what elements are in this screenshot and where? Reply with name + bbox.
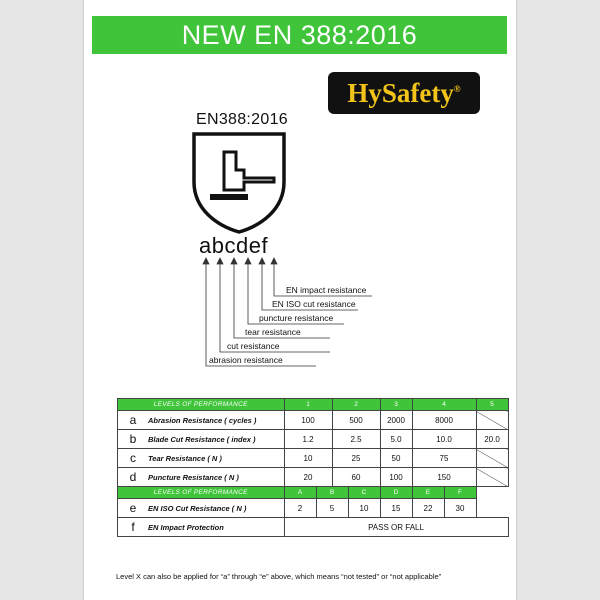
level-head: C: [348, 487, 380, 499]
value-cell: 100: [380, 468, 412, 487]
row-letter: e: [118, 499, 149, 518]
table-row-iso-cut: [118, 499, 509, 518]
value-cell: 22: [412, 499, 444, 518]
legend-impact: EN impact resistance: [286, 285, 367, 295]
value-cell: 500: [332, 411, 380, 430]
value-cell: 2: [284, 499, 316, 518]
not-applicable-cell: [476, 411, 508, 430]
table-row-abrasion: [118, 411, 509, 430]
performance-table: [117, 398, 509, 537]
legend-abrasion: abrasion resistance: [209, 355, 283, 365]
value-cell: 5.0: [380, 430, 412, 449]
value-cell: 25: [332, 449, 380, 468]
value-cell: 10: [348, 499, 380, 518]
level-head: 5: [476, 399, 508, 411]
row-letter: c: [118, 449, 149, 468]
levels-header-label: LEVELS OF PERFORMANCE: [118, 487, 285, 499]
levels-header-1: [118, 399, 509, 411]
level-head: 1: [284, 399, 332, 411]
level-head: 2: [332, 399, 380, 411]
level-head: 3: [380, 399, 412, 411]
row-letter: f: [118, 518, 149, 537]
value-cell: 20.0: [476, 430, 508, 449]
row-label: Puncture Resistance ( N ): [148, 468, 284, 487]
value-cell: 150: [412, 468, 476, 487]
code-letters: abcdef: [199, 233, 269, 258]
level-head: E: [412, 487, 444, 499]
row-label: EN ISO Cut Resistance ( N ): [148, 499, 284, 518]
value-cell: 8000: [412, 411, 476, 430]
table-row-blade-cut: [118, 430, 509, 449]
row-label: Abrasion Resistance ( cycles ): [148, 411, 284, 430]
value-cell: 5: [316, 499, 348, 518]
level-head: B: [316, 487, 348, 499]
row-label: EN Impact Protection: [148, 518, 284, 537]
row-letter: b: [118, 430, 149, 449]
legend-iso-cut: EN ISO cut resistance: [272, 299, 356, 309]
value-cell: 15: [380, 499, 412, 518]
value-cell: 2.5: [332, 430, 380, 449]
value-cell: 75: [412, 449, 476, 468]
legend-puncture: puncture resistance: [259, 313, 334, 323]
levels-header-label: LEVELS OF PERFORMANCE: [118, 399, 285, 411]
standard-label: EN388:2016: [196, 111, 288, 128]
legend-cut: cut resistance: [227, 341, 280, 351]
row-letter: a: [118, 411, 149, 430]
level-head: D: [380, 487, 412, 499]
title-banner: NEW EN 388:2016: [92, 16, 507, 54]
footnote: Level X can also be applied for “a” through “e” above, which means “not tested” or “not applicable”: [116, 572, 442, 581]
value-cell: 50: [380, 449, 412, 468]
not-applicable-cell: [476, 468, 508, 487]
not-applicable-cell: [476, 449, 508, 468]
row-label: Tear Resistance ( N ): [148, 449, 284, 468]
value-cell: 2000: [380, 411, 412, 430]
value-cell: 20: [284, 468, 332, 487]
table-row-impact: [118, 518, 509, 537]
row-letter: d: [118, 468, 149, 487]
value-cell: 100: [284, 411, 332, 430]
value-cell: 10.0: [412, 430, 476, 449]
value-cell: 10: [284, 449, 332, 468]
levels-header-2: [118, 487, 509, 499]
level-head: 4: [412, 399, 476, 411]
row-label: Blade Cut Resistance ( index ): [148, 430, 284, 449]
level-head: F: [444, 487, 476, 499]
registered-mark: ®: [453, 84, 461, 94]
table-row-puncture: [118, 468, 509, 487]
table-row-tear: [118, 449, 509, 468]
pass-fall-cell: PASS OR FALL: [284, 518, 508, 537]
brand-name: HySafety: [347, 78, 454, 108]
value-cell: 60: [332, 468, 380, 487]
value-cell: 1.2: [284, 430, 332, 449]
level-head: A: [284, 487, 316, 499]
legend-tear: tear resistance: [245, 327, 301, 337]
value-cell: 30: [444, 499, 476, 518]
